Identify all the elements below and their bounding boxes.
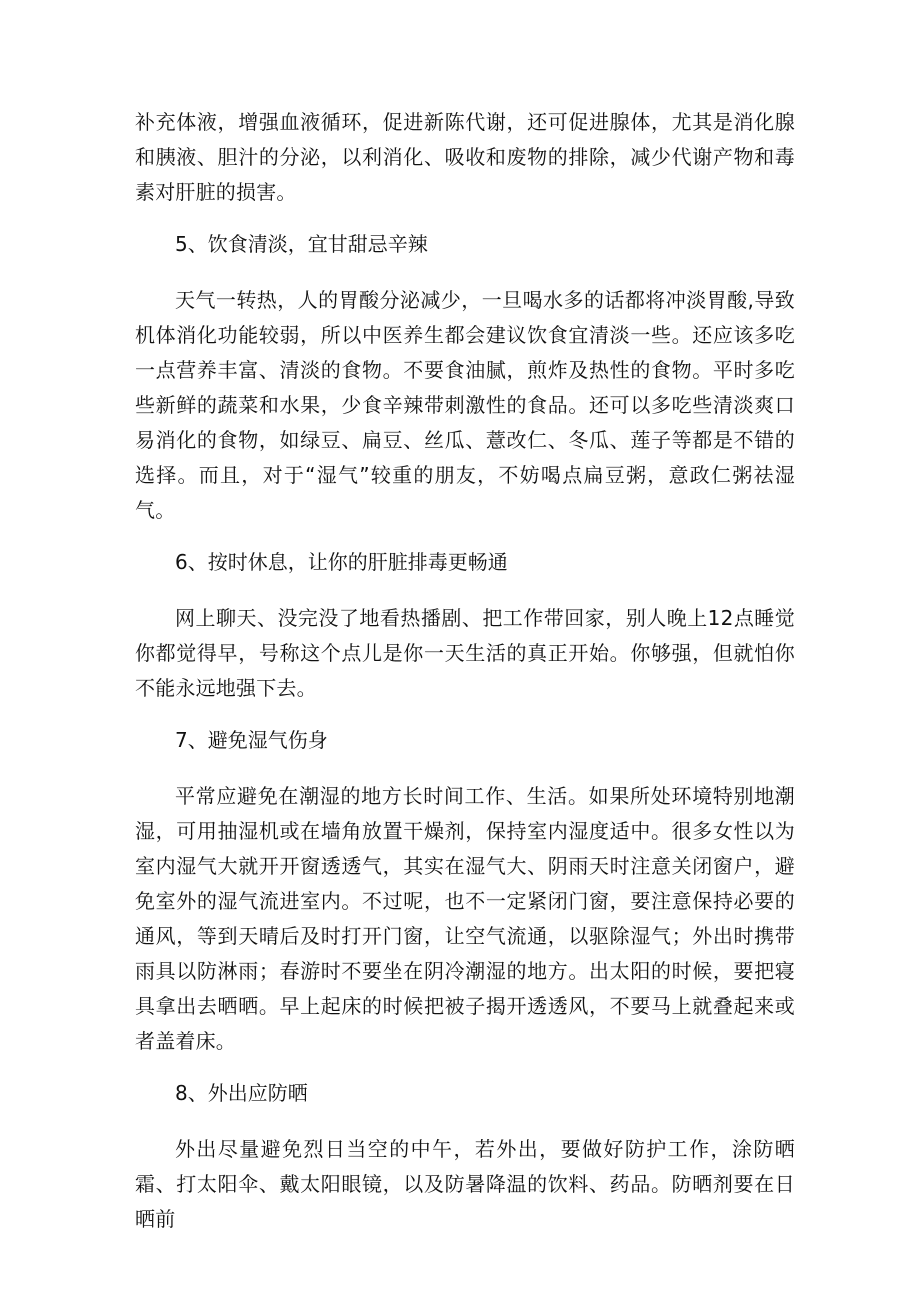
section-heading-7: 7、避免湿气伤身: [175, 728, 328, 752]
section-heading-5: 5、饮食清淡，宜甘甜忌辛辣: [175, 232, 428, 256]
document-body: [135, 105, 795, 1237]
paragraph-diet: 天气一转热，人的胃酸分泌减少，一旦喝水多的话都将冲淡胃酸,导致机体消化功能较弱，所以中医养生都会建议饮食宜清淡一些。还应该多吃一点营养丰富、清淡的食物。不要食油腻，煎炸及热性的食物。平时多吃些新鲜的蔬菜和水果，少食辛辣带刺激性的食品。还可以多吃些清淡爽口易消化的食物，如绿豆、扁豆、丝瓜、薏改仁、冬瓜、莲子等都是不错的选择。而且，对于“湿气”较重的朋友，不妨喝点扁豆粥，意政仁粥祛湿气。: [135, 288, 795, 522]
paragraph-humidity: 平常应避免在潮湿的地方长时间工作、生活。如果所处环境特别地潮湿，可用抽湿机或在墙角放置干燥剂，保持室内湿度适中。很多女性以为室内湿气大就开开窗透透气，其实在湿气大、阴雨天时注意关闭窗户，避免室外的湿气流进室内。不过呢，也不一定紧闭门窗，要注意保持必要的通风，等到天晴后及时打开门窗，让空气流通，以驱除湿气；外出时携带雨具以防淋雨；春游时不要坐在阴冷潮湿的地方。出太阳的时候，要把寝具拿出去晒晒。早上起床的时候把被子揭开透透风，不要马上就叠起来或者盖着床。: [135, 784, 795, 1053]
section-heading-6: 6、按时休息，让你的肝脏排毒更畅通: [175, 550, 508, 574]
paragraph-sun-protection: 外出尽量避免烈日当空的中午，若外出，要做好防护工作，涂防晒霜、打太阳伞、戴太阳眼镜，以及防暑降温的饮料、药品。防晒剂要在日晒前: [135, 1137, 795, 1231]
paragraph-continuation: 补充体液，增强血液循环，促进新陈代谢，还可促进腺体，尤其是消化腺和胰液、胆汁的分泌，以利消化、吸收和废物的排除，减少代谢产物和毒素对肝脏的损害。: [135, 110, 795, 204]
section-heading-8: 8、外出应防晒: [175, 1081, 308, 1105]
paragraph-rest: 网上聊天、没完没了地看热播剧、把工作带回家，别人晚上12点睡觉你都觉得早，号称这个点儿是你一天生活的真正开始。你够强，但就怕你不能永远地强下去。: [135, 606, 795, 700]
